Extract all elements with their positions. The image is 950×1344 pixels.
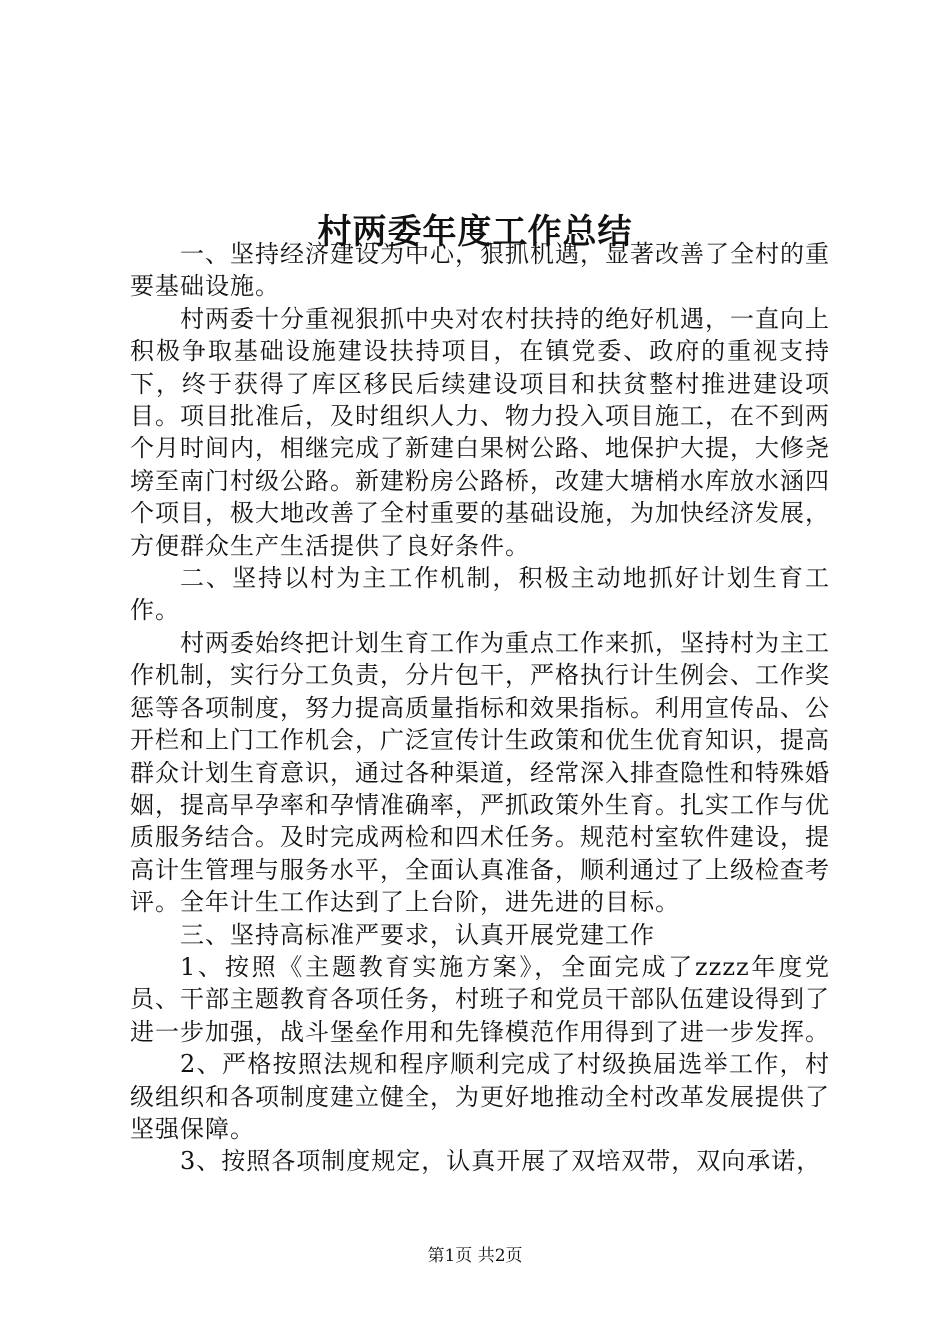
paragraph: 2、严格按照法规和程序顺利完成了村级换届选举工作，村级组织和各项制度建立健全，为更好地推动全村改革发展提供了坚强保障。 [130,1050,830,1143]
document-title: 村两委年度工作总结 [317,211,633,252]
document-body [130,238,830,1178]
paragraph-heading-3: 三、坚持高标准严要求，认真开展党建工作 [180,920,655,949]
paragraph: 1、按照《主题教育实施方案》，全面完成了zzzz年度党员、干部主题教育各项任务，村班子和党员干部队伍建设得到了进一步加强，战斗堡垒作用和先锋模范作用得到了进一步发挥。 [130,952,830,1046]
paragraph: 3、按照各项制度规定，认真开展了双培双带，双向承诺， [180,1147,822,1176]
paragraph-heading-1: 一、坚持经济建设为中心，狠抓机遇，显著改善了全村的重要基础设施。 [130,240,830,301]
paragraph-heading-2: 二、坚持以村为主工作机制，积极主动地抓好计划生育工作。 [130,564,830,625]
paragraph: 村两委十分重视狠抓中央对农村扶持的绝好机遇，一直向上积极争取基础设施建设扶持项目，在镇党委、政府的重视支持下，终于获得了库区移民后续建设项目和扶贫整村推进建设项目。项目批准后，及时组织人力、物力投入项目施工，在不到两个月时间内，相继完成了新建白果树公路、地保护大提，大修尧塝至南门村级公路。新建粉房公路桥，改建大塘梢水库放水涵四个项目，极大地改善了全村重要的基础设施，为加快经济发展，方便群众生产生活提供了良好条件。 [130,304,830,560]
page-footer: 第1页 共2页 [427,1246,523,1266]
paragraph: 村两委始终把计划生育工作为重点工作来抓，坚持村为主工作机制，实行分工负责，分片包干，严格执行计生例会、工作奖惩等各项制度，努力提高质量指标和效果指标。利用宣传品、公开栏和上门工作机会，广泛宣传计生政策和优生优育知识，提高群众计划生育意识，通过各种渠道，经常深入排查隐性和特殊婚姻，提高早孕率和孕情准确率，严抓政策外生育。扎实工作与优质服务结合。及时完成两检和四术任务。规范村室软件建设，提高计生管理与服务水平，全面认真准备，顺利通过了上级检查考评。全年计生工作达到了上台阶，进先进的目标。 [130,628,830,917]
